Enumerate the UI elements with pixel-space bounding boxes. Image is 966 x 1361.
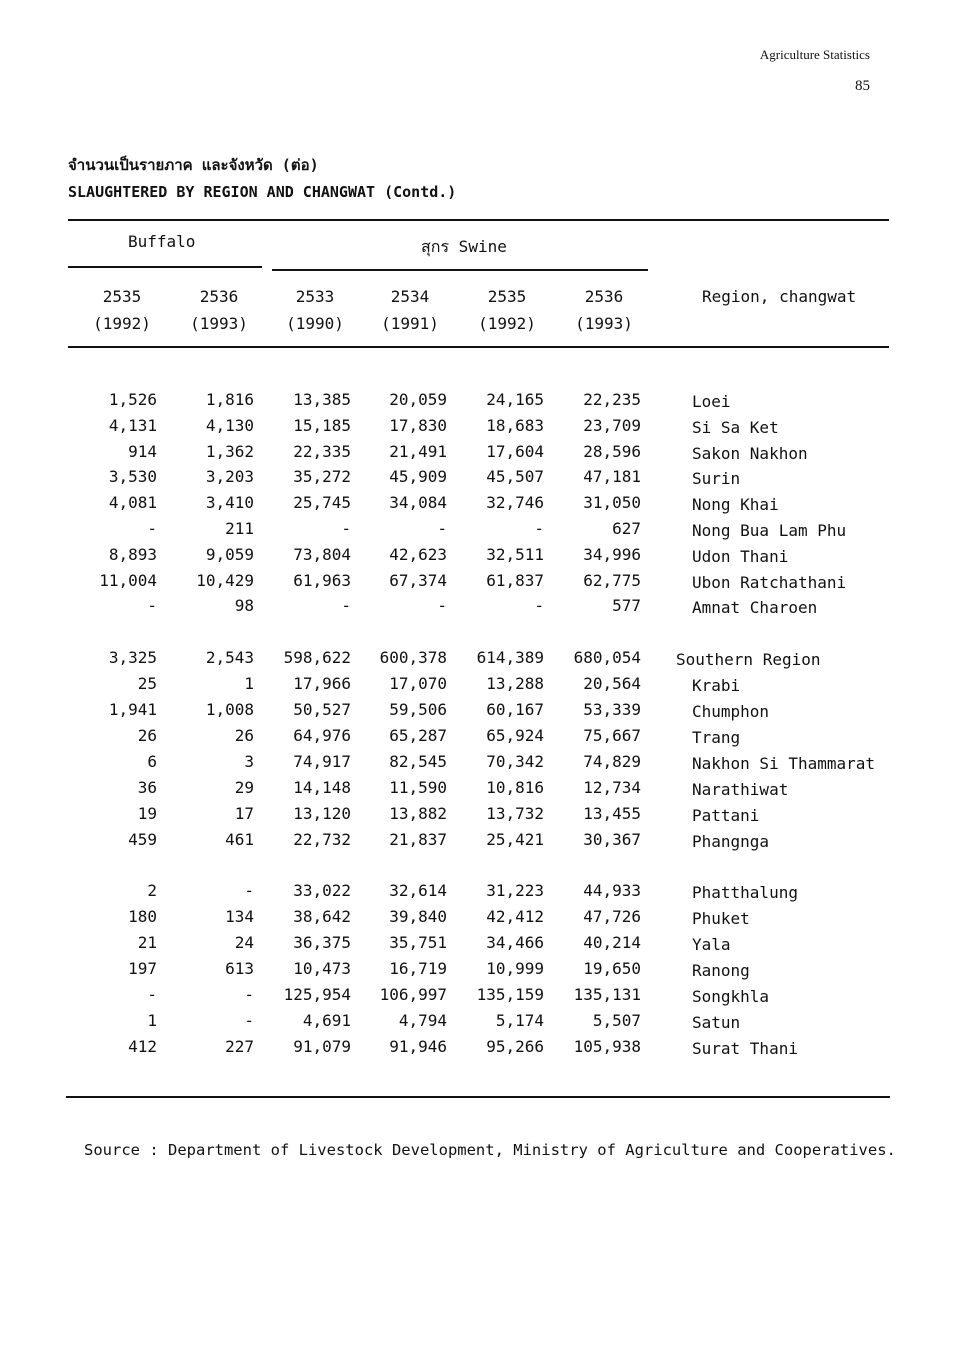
column-header-1 bbox=[82, 283, 162, 337]
table-cell: 135,131 bbox=[573, 985, 641, 1004]
table-cell: 35,272 bbox=[293, 467, 351, 486]
table-cell: 61,963 bbox=[293, 571, 351, 590]
changwat-name: Chumphon bbox=[692, 702, 770, 721]
table-cell: 17,604 bbox=[486, 442, 544, 461]
bottom-rule bbox=[66, 1096, 890, 1098]
column-header-5 bbox=[467, 283, 547, 337]
table-cell: 134 bbox=[225, 907, 254, 926]
changwat-name: Surin bbox=[692, 469, 741, 488]
table-cell: 64,976 bbox=[293, 726, 351, 745]
table-cell: 1,941 bbox=[108, 700, 157, 719]
column-header-year: 2535 bbox=[487, 287, 527, 306]
table-cell: 38,642 bbox=[293, 907, 351, 926]
table-cell: 3,410 bbox=[205, 493, 254, 512]
table-cell: 18,683 bbox=[486, 416, 544, 435]
table-cell: 2,543 bbox=[205, 648, 254, 667]
table-cell: 13,732 bbox=[486, 804, 544, 823]
table-cell: 24 bbox=[234, 933, 254, 952]
table-cell: 12,734 bbox=[583, 778, 641, 797]
table-cell: 25 bbox=[137, 674, 157, 693]
changwat-name: Ranong bbox=[692, 961, 750, 980]
table-cell: 65,287 bbox=[389, 726, 447, 745]
table-cell: 21 bbox=[137, 933, 157, 952]
table-cell: 65,924 bbox=[486, 726, 544, 745]
table-cell: 29 bbox=[234, 778, 254, 797]
changwat-name: Sakon Nakhon bbox=[692, 444, 808, 463]
group-header-swine: สุกร Swine bbox=[421, 237, 507, 256]
table-cell: 45,507 bbox=[486, 467, 544, 486]
table-cell: - bbox=[534, 596, 544, 615]
table-cell: 598,622 bbox=[283, 648, 351, 667]
table-cell: 17,070 bbox=[389, 674, 447, 693]
changwat-name: Udon Thani bbox=[692, 547, 789, 566]
table-cell: 11,004 bbox=[99, 571, 157, 590]
changwat-name: Narathiwat bbox=[692, 780, 789, 799]
table-cell: 34,996 bbox=[583, 545, 641, 564]
table-cell: 613 bbox=[225, 959, 254, 978]
table-cell: 82,545 bbox=[389, 752, 447, 771]
table-cell: 6 bbox=[147, 752, 157, 771]
changwat-name: Amnat Charoen bbox=[692, 598, 818, 617]
changwat-name: Phuket bbox=[692, 909, 750, 928]
table-cell: 4,130 bbox=[205, 416, 254, 435]
changwat-name: Yala bbox=[692, 935, 731, 954]
table-cell: 21,837 bbox=[389, 830, 447, 849]
table-cell: - bbox=[534, 519, 544, 538]
table-cell: 95,266 bbox=[486, 1037, 544, 1056]
table-cell: 17,830 bbox=[389, 416, 447, 435]
table-cell: 62,775 bbox=[583, 571, 641, 590]
table-cell: 17 bbox=[234, 804, 254, 823]
table-cell: 73,804 bbox=[293, 545, 351, 564]
table-cell: 627 bbox=[612, 519, 641, 538]
table-cell: 4,131 bbox=[108, 416, 157, 435]
table-cell: 20,059 bbox=[389, 390, 447, 409]
table-cell: 180 bbox=[128, 907, 157, 926]
table-cell: 10,999 bbox=[486, 959, 544, 978]
table-cell: 45,909 bbox=[389, 467, 447, 486]
table-cell: - bbox=[244, 985, 254, 1004]
table-cell: 67,374 bbox=[389, 571, 447, 590]
table-cell: 60,167 bbox=[486, 700, 544, 719]
table-cell: 59,506 bbox=[389, 700, 447, 719]
table-cell: 30,367 bbox=[583, 830, 641, 849]
page-number: 85 bbox=[855, 78, 870, 94]
table-cell: 3,203 bbox=[205, 467, 254, 486]
changwat-name: Loei bbox=[692, 392, 731, 411]
top-rule bbox=[68, 219, 889, 221]
column-header-ad-year: (1992) bbox=[93, 314, 151, 333]
column-header-ad-year: (1992) bbox=[478, 314, 536, 333]
table-cell: 91,946 bbox=[389, 1037, 447, 1056]
table-cell: 32,511 bbox=[486, 545, 544, 564]
table-cell: - bbox=[147, 519, 157, 538]
column-header-3 bbox=[275, 283, 355, 337]
table-cell: 13,120 bbox=[293, 804, 351, 823]
table-cell: 577 bbox=[612, 596, 641, 615]
table-cell: 8,893 bbox=[108, 545, 157, 564]
table-cell: 614,389 bbox=[476, 648, 544, 667]
table-cell: 34,084 bbox=[389, 493, 447, 512]
table-cell: 9,059 bbox=[205, 545, 254, 564]
table-cell: 44,933 bbox=[583, 881, 641, 900]
source-note: Source : Department of Livestock Development, Ministry of Agriculture and Cooperatives. bbox=[84, 1141, 896, 1159]
table-cell: 13,385 bbox=[293, 390, 351, 409]
table-cell: 32,614 bbox=[389, 881, 447, 900]
table-cell: 22,235 bbox=[583, 390, 641, 409]
changwat-name: Pattani bbox=[692, 806, 760, 825]
table-cell: 5,507 bbox=[592, 1011, 641, 1030]
table-title-english: SLAUGHTERED BY REGION AND CHANGWAT (Contd.) bbox=[68, 183, 457, 201]
table-cell: 33,022 bbox=[293, 881, 351, 900]
table-cell: 10,816 bbox=[486, 778, 544, 797]
table-cell: 22,335 bbox=[293, 442, 351, 461]
table-cell: 24,165 bbox=[486, 390, 544, 409]
column-header-2 bbox=[179, 283, 259, 337]
table-cell: 1,362 bbox=[205, 442, 254, 461]
table-cell: 11,590 bbox=[389, 778, 447, 797]
table-cell: 22,732 bbox=[293, 830, 351, 849]
table-cell: 459 bbox=[128, 830, 157, 849]
table-cell: 47,726 bbox=[583, 907, 641, 926]
table-cell: 3,325 bbox=[108, 648, 157, 667]
table-cell: 74,829 bbox=[583, 752, 641, 771]
region-name: Southern Region bbox=[676, 650, 821, 669]
table-cell: 14,148 bbox=[293, 778, 351, 797]
table-cell: 42,412 bbox=[486, 907, 544, 926]
table-cell: 31,050 bbox=[583, 493, 641, 512]
table-cell: - bbox=[341, 519, 351, 538]
table-cell: 91,079 bbox=[293, 1037, 351, 1056]
region-column-header: Region, changwat bbox=[702, 287, 857, 306]
table-cell: 1,816 bbox=[205, 390, 254, 409]
table-cell: - bbox=[147, 596, 157, 615]
table-cell: 10,473 bbox=[293, 959, 351, 978]
table-cell: - bbox=[341, 596, 351, 615]
table-cell: 70,342 bbox=[486, 752, 544, 771]
table-cell: 23,709 bbox=[583, 416, 641, 435]
table-cell: 19 bbox=[137, 804, 157, 823]
table-cell: 15,185 bbox=[293, 416, 351, 435]
table-cell: 1 bbox=[244, 674, 254, 693]
table-cell: 125,954 bbox=[283, 985, 351, 1004]
buffalo-group-rule bbox=[68, 266, 262, 268]
table-cell: 680,054 bbox=[573, 648, 641, 667]
column-header-year: 2535 bbox=[102, 287, 142, 306]
table-cell: 13,455 bbox=[583, 804, 641, 823]
swine-group-rule bbox=[272, 269, 648, 271]
changwat-name: Nong Khai bbox=[692, 495, 779, 514]
table-cell: - bbox=[147, 985, 157, 1004]
table-cell: 4,691 bbox=[302, 1011, 351, 1030]
running-head: Agriculture Statistics bbox=[759, 47, 870, 62]
table-cell: 53,339 bbox=[583, 700, 641, 719]
table-cell: 13,288 bbox=[486, 674, 544, 693]
changwat-name: Trang bbox=[692, 728, 741, 747]
table-cell: 412 bbox=[128, 1037, 157, 1056]
table-cell: 106,997 bbox=[379, 985, 447, 1004]
table-cell: 16,719 bbox=[389, 959, 447, 978]
column-header-ad-year: (1990) bbox=[286, 314, 344, 333]
table-cell: 13,882 bbox=[389, 804, 447, 823]
table-cell: - bbox=[437, 519, 447, 538]
table-cell: 21,491 bbox=[389, 442, 447, 461]
column-header-6 bbox=[564, 283, 644, 337]
column-header-ad-year: (1993) bbox=[190, 314, 248, 333]
column-header-year: 2536 bbox=[199, 287, 239, 306]
column-header-ad-year: (1993) bbox=[575, 314, 633, 333]
column-header-year: 2534 bbox=[390, 287, 430, 306]
table-cell: 36 bbox=[137, 778, 157, 797]
table-cell: 20,564 bbox=[583, 674, 641, 693]
table-cell: 2 bbox=[147, 881, 157, 900]
changwat-name: Satun bbox=[692, 1013, 741, 1032]
table-cell: 3,530 bbox=[108, 467, 157, 486]
table-cell: 50,527 bbox=[293, 700, 351, 719]
table-cell: 61,837 bbox=[486, 571, 544, 590]
table-cell: 40,214 bbox=[583, 933, 641, 952]
table-cell: 28,596 bbox=[583, 442, 641, 461]
changwat-name: Phatthalung bbox=[692, 883, 798, 902]
changwat-name: Surat Thani bbox=[692, 1039, 798, 1058]
table-cell: 36,375 bbox=[293, 933, 351, 952]
table-cell: 135,159 bbox=[476, 985, 544, 1004]
changwat-name: Phangnga bbox=[692, 832, 770, 851]
table-cell: 19,650 bbox=[583, 959, 641, 978]
table-title-thai: จำนวนเป็นรายภาค และจังหวัด (ต่อ) bbox=[68, 156, 319, 174]
table-cell: 1,526 bbox=[108, 390, 157, 409]
table-cell: 5,174 bbox=[495, 1011, 544, 1030]
table-cell: 35,751 bbox=[389, 933, 447, 952]
table-cell: 211 bbox=[225, 519, 254, 538]
changwat-name: Songkhla bbox=[692, 987, 770, 1006]
column-header-year: 2533 bbox=[295, 287, 335, 306]
table-cell: 34,466 bbox=[486, 933, 544, 952]
table-cell: 105,938 bbox=[573, 1037, 641, 1056]
table-cell: 25,421 bbox=[486, 830, 544, 849]
group-header-buffalo: Buffalo bbox=[128, 232, 196, 251]
table-cell: 10,429 bbox=[196, 571, 254, 590]
table-cell: - bbox=[437, 596, 447, 615]
changwat-name: Nakhon Si Thammarat bbox=[692, 754, 876, 773]
table-cell: 75,667 bbox=[583, 726, 641, 745]
column-header-ad-year: (1991) bbox=[381, 314, 439, 333]
table-cell: 26 bbox=[137, 726, 157, 745]
changwat-name: Krabi bbox=[692, 676, 741, 695]
changwat-name: Si Sa Ket bbox=[692, 418, 779, 437]
header-rule bbox=[68, 346, 889, 348]
table-cell: 600,378 bbox=[379, 648, 447, 667]
table-cell: - bbox=[244, 881, 254, 900]
table-cell: 4,081 bbox=[108, 493, 157, 512]
table-cell: 42,623 bbox=[389, 545, 447, 564]
table-cell: 47,181 bbox=[583, 467, 641, 486]
table-cell: - bbox=[244, 1011, 254, 1030]
changwat-name: Ubon Ratchathani bbox=[692, 573, 847, 592]
table-cell: 32,746 bbox=[486, 493, 544, 512]
changwat-name: Nong Bua Lam Phu bbox=[692, 521, 847, 540]
table-cell: 4,794 bbox=[398, 1011, 447, 1030]
table-cell: 74,917 bbox=[293, 752, 351, 771]
table-cell: 227 bbox=[225, 1037, 254, 1056]
table-cell: 1 bbox=[147, 1011, 157, 1030]
table-cell: 3 bbox=[244, 752, 254, 771]
table-cell: 461 bbox=[225, 830, 254, 849]
table-cell: 39,840 bbox=[389, 907, 447, 926]
table-cell: 98 bbox=[234, 596, 254, 615]
column-header-year: 2536 bbox=[584, 287, 624, 306]
table-cell: 25,745 bbox=[293, 493, 351, 512]
table-cell: 26 bbox=[234, 726, 254, 745]
table-cell: 914 bbox=[128, 442, 157, 461]
table-cell: 31,223 bbox=[486, 881, 544, 900]
column-header-4 bbox=[370, 283, 450, 337]
table-cell: 17,966 bbox=[293, 674, 351, 693]
table-cell: 197 bbox=[128, 959, 157, 978]
table-cell: 1,008 bbox=[205, 700, 254, 719]
